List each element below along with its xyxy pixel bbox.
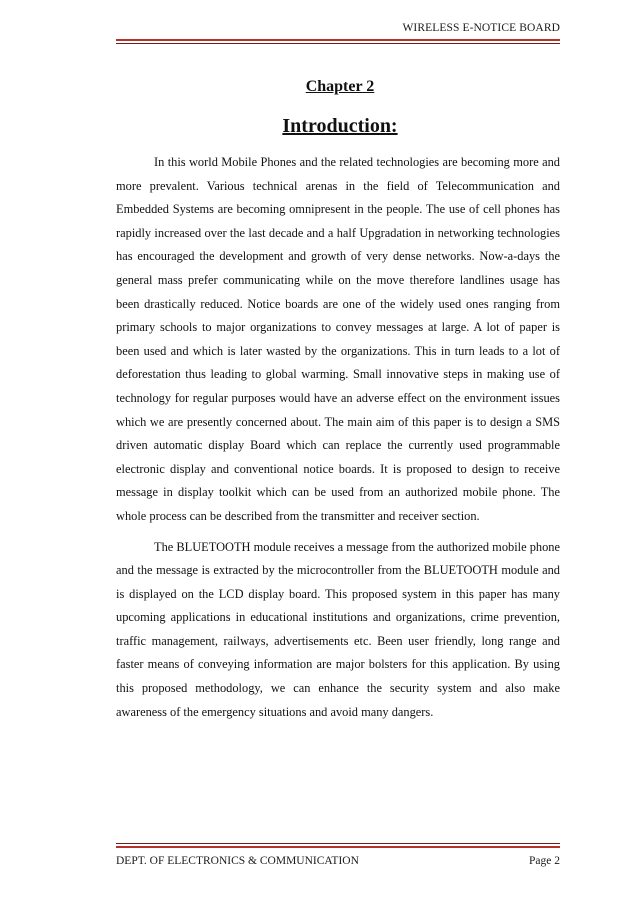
- section-title: Introduction:: [282, 115, 398, 137]
- body-text: [116, 151, 560, 724]
- paragraph-2: The BLUETOOTH module receives a message from the authorized mobile phone and the message is extracted by the microcontroller from the BLUETOOTH module and is displayed on the LCD display board. This proposed system in this paper has many upcoming applications in educational institutions and organizations, crime prevention, traffic management, railways, advertisements etc. Been user friendly, long range and faster means of conveying information are major bolsters for this application. By using this proposed methodology, we can enhance the security system and also make awareness of the emergency situations and avoid many dangers.: [116, 539, 560, 719]
- footer-rule-dark: [116, 843, 560, 844]
- page-number: Page 2: [529, 855, 560, 867]
- page-footer: [116, 843, 560, 873]
- footer-department: DEPT. OF ELECTRONICS & COMMUNICATION: [116, 855, 359, 867]
- header-title: WIRELESS E-NOTICE BOARD: [402, 22, 560, 34]
- page-header: [116, 22, 560, 44]
- header-rule-red: [116, 39, 560, 41]
- paragraph-1: In this world Mobile Phones and the related technologies are becoming more and more prevalent. Various technical arenas in the field of Telecommunication and Embedded Systems are becoming omnipresent in the people. The use of cell phones has rapidly increased over the last decade and a half Upgradation in networking technologies has encouraged the development and growth of very dense networks. Now-a-days the general mass prefer communicating while on the move therefore landlines usage has been drastically reduced. Notice boards are one of the widely used ones ranging from primary schools to major organizations to convey messages at large. A lot of paper is been used and which is later wasted by the organizations. This in turn leads to a lot of deforestation thus leading to global warming. Small innovative steps in making use of technology for regular purposes would have an adverse effect on the environment issues which we are presently concerned about. The main aim of this paper is to design a SMS driven automatic display Board which can replace the currently used programmable electronic display and conventional notice boards. It is proposed to design to receive message in display toolkit which can be used from an authorized mobile phone. The whole process can be described from the transmitter and receiver section.: [116, 155, 560, 523]
- footer-rule-red: [116, 846, 560, 848]
- header-rule-dark: [116, 43, 560, 44]
- chapter-heading: Chapter 2: [305, 78, 375, 95]
